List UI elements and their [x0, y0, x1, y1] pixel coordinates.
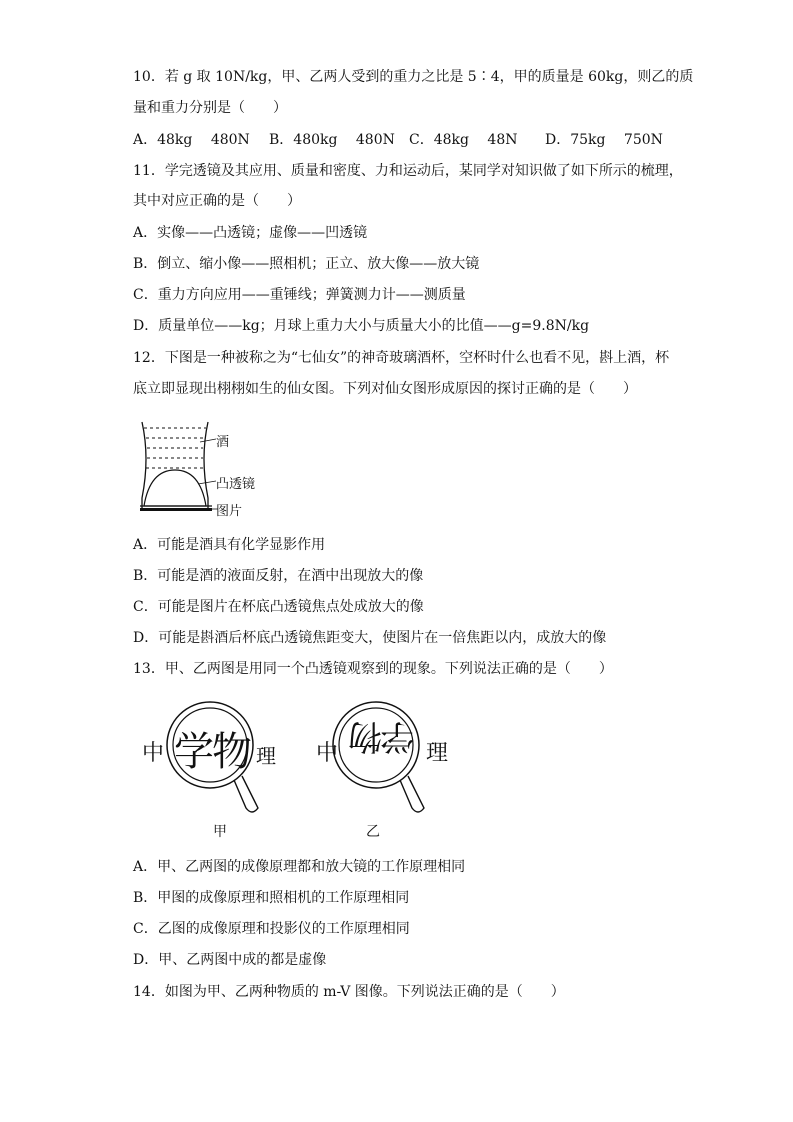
- q10-stem-line1: 10．若 g 取 10N/kg，甲、乙两人受到的重力之比是 5∶4，甲的质量是 60kg，则乙的质: [133, 69, 694, 85]
- q13-option-c[interactable]: C．乙图的成像原理和投影仪的工作原理相同: [133, 921, 410, 937]
- q10-option-d[interactable]: D．75kg 750N: [545, 132, 663, 148]
- magnifier-handle: [234, 776, 258, 812]
- caption-yi: 乙: [366, 824, 380, 840]
- label-convex-lens: 凸透镜: [216, 477, 256, 492]
- q13-stem-line1: 13．甲、乙两图是用同一个凸透镜观察到的现象。下列说法正确的是（ ）: [133, 661, 613, 677]
- q11-option-b[interactable]: B．倒立、缩小像——照相机；正立、放大像——放大镜: [133, 256, 480, 272]
- yi-left-char: 中: [316, 741, 339, 766]
- caption-jia: 甲: [213, 824, 227, 840]
- yi-right-char: 理: [426, 741, 449, 766]
- q12-option-a[interactable]: A．可能是酒具有化学显影作用: [133, 537, 326, 553]
- wine-liquid: [144, 428, 206, 468]
- jia-magnified-text: 学物: [174, 729, 250, 775]
- q10-option-a[interactable]: A．48kg 480N: [133, 132, 250, 148]
- q10-option-b[interactable]: B．480kg 480N: [269, 132, 395, 148]
- wine-cup-figure: [130, 418, 270, 518]
- q14-stem-line1: 14．如图为甲、乙两种物质的 m-V 图像。下列说法正确的是（ ）: [133, 984, 565, 1000]
- label-picture: 图片: [216, 504, 243, 519]
- q11-stem-line2: 其中对应正确的是（ ）: [133, 193, 301, 209]
- q12-option-d[interactable]: D．可能是斟酒后杯底凸透镜焦距变大，使图片在一倍焦距以内，成放大的像: [133, 630, 607, 646]
- q11-option-a[interactable]: A．实像——凸透镜；虚像——凹透镜: [133, 225, 368, 241]
- q10-option-c[interactable]: C．48kg 48N: [409, 132, 518, 148]
- picture: [140, 508, 212, 511]
- q13-option-a[interactable]: A．甲、乙两图的成像原理都和放大镜的工作原理相同: [133, 859, 466, 875]
- q12-stem-line1: 12．下图是一种被称之为“七仙女”的神奇玻璃酒杯，空杯时什么也看不见，斟上酒，杯: [133, 350, 670, 366]
- magnifier-figure-yi: [316, 700, 466, 850]
- q12-option-b[interactable]: B．可能是酒的液面反射，在酒中出现放大的像: [133, 568, 424, 584]
- q13-option-d[interactable]: D．甲、乙两图中成的都是虚像: [133, 952, 327, 968]
- q11-option-c[interactable]: C．重力方向应用——重锤线；弹簧测力计——测质量: [133, 287, 466, 303]
- q12-option-c[interactable]: C．可能是图片在杯底凸透镜焦点处成放大的像: [133, 599, 424, 615]
- convex-lens: [144, 470, 206, 506]
- label-wine: 酒: [216, 435, 230, 450]
- jia-left-char: 中: [142, 741, 165, 766]
- q13-option-b[interactable]: B．甲图的成像原理和照相机的工作原理相同: [133, 890, 410, 906]
- q11-option-d[interactable]: D．质量单位——kg；月球上重力大小与质量大小的比值——g=9.8N/kg: [133, 318, 590, 334]
- magnifier-handle: [400, 776, 424, 812]
- q10-stem-line2: 量和重力分别是（ ）: [133, 100, 287, 116]
- q11-stem-line1: 11．学完透镜及其应用、质量和密度、力和运动后，某同学对知识做了如下所示的梳理，: [133, 163, 683, 179]
- q12-stem-line2: 底立即显现出栩栩如生的仙女图。下列对仙女图形成原因的探讨正确的是（ ）: [133, 381, 637, 397]
- jia-right-char: 理: [256, 744, 276, 768]
- yi-inverted-text: 学物: [350, 716, 414, 756]
